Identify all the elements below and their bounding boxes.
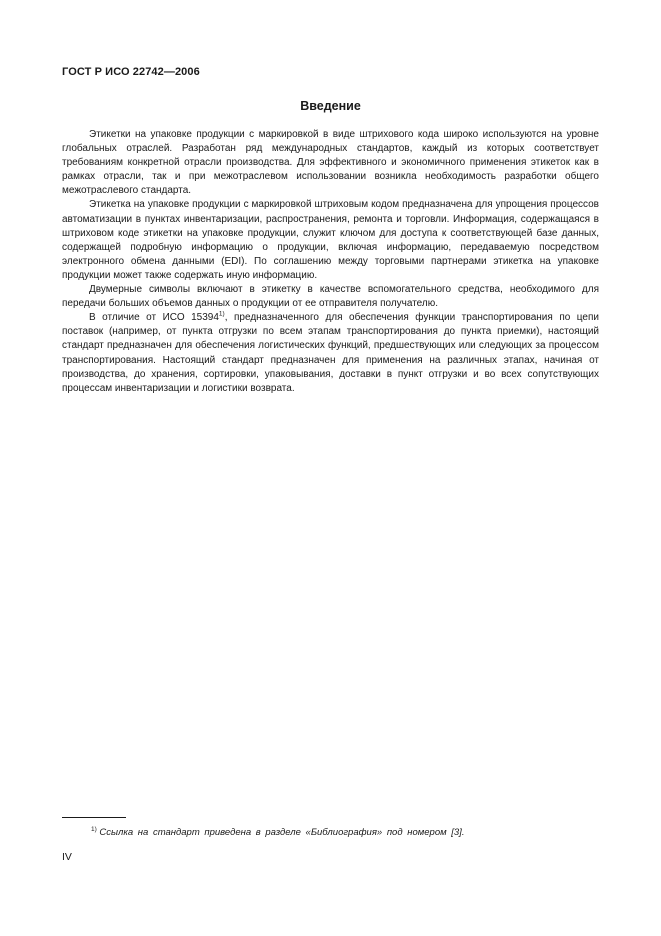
- footnote-text: Ссылка на стандарт приведена в разделе «Библиография» под номером [3].: [99, 827, 465, 838]
- footnote: [91, 827, 464, 839]
- document-code: ГОСТ Р ИСО 22742—2006: [62, 66, 200, 78]
- footnote-reference[interactable]: 1): [218, 310, 225, 318]
- footnote-mark: 1): [91, 825, 97, 833]
- section-title: Введение: [300, 99, 361, 113]
- body-text: [62, 128, 599, 396]
- paragraph-2: Этикетка на упаковке продукции с маркировкой штриховым кодом предназначена для упрощения процессов автоматизации в пунктах инвентаризации, распространения, ремонта и торговли. Информация, содержащаяся в штриховом коде этикетки на упаковке продукции, служит ключом для доступа к соответствующей базе данных, содержащей подробную информацию о продукции, включая информацию, передаваемую посредством электронного обмена данными (EDI). По соглашению между торговыми партнерами этикетка на упаковке продукции может также содержать иную информацию.: [62, 199, 599, 281]
- paragraph-4-rest: , предназначенного для обеспечения функции транспортирования по цепи поставок (например, от пункта отгрузки по всем этапам транспортирования до пункта приемки), настоящий стандарт предназначен для обеспечения логистических функций, предшествующих или следующих за процессом транспортирования. Настоящий стандарт предназначен для применения на различных этапах, начиная от производства, до хранения, сортировки, упаковывания, доставки в пункт отгрузки и во всех сопутствующих процессам инвентаризации и логистики возврата.: [62, 312, 599, 394]
- paragraph-4-start: В отличие от ИСО 15394: [89, 312, 219, 324]
- paragraph-3: Двумерные символы включают в этикетку в качестве вспомогательного средства, необходимого для передачи больших объемов данных о продукции от ее отправителя получателю.: [62, 284, 599, 310]
- paragraph-4: [62, 311, 599, 396]
- page-number: IV: [62, 851, 72, 863]
- footnote-separator: [62, 817, 126, 818]
- paragraph-1: Этикетки на упаковке продукции с маркировкой в виде штрихового кода широко используются на уровне глобальных отраслей. Разработан ряд международных стандартов, каждый из которых соответствует требованиям конкретной отрасли производства. Для эффективного и экономичного применения этикеток как в рамках отрасли, так и при межотраслевом использовании возникла необходимость разработки общего межотраслевого стандарта.: [62, 129, 599, 197]
